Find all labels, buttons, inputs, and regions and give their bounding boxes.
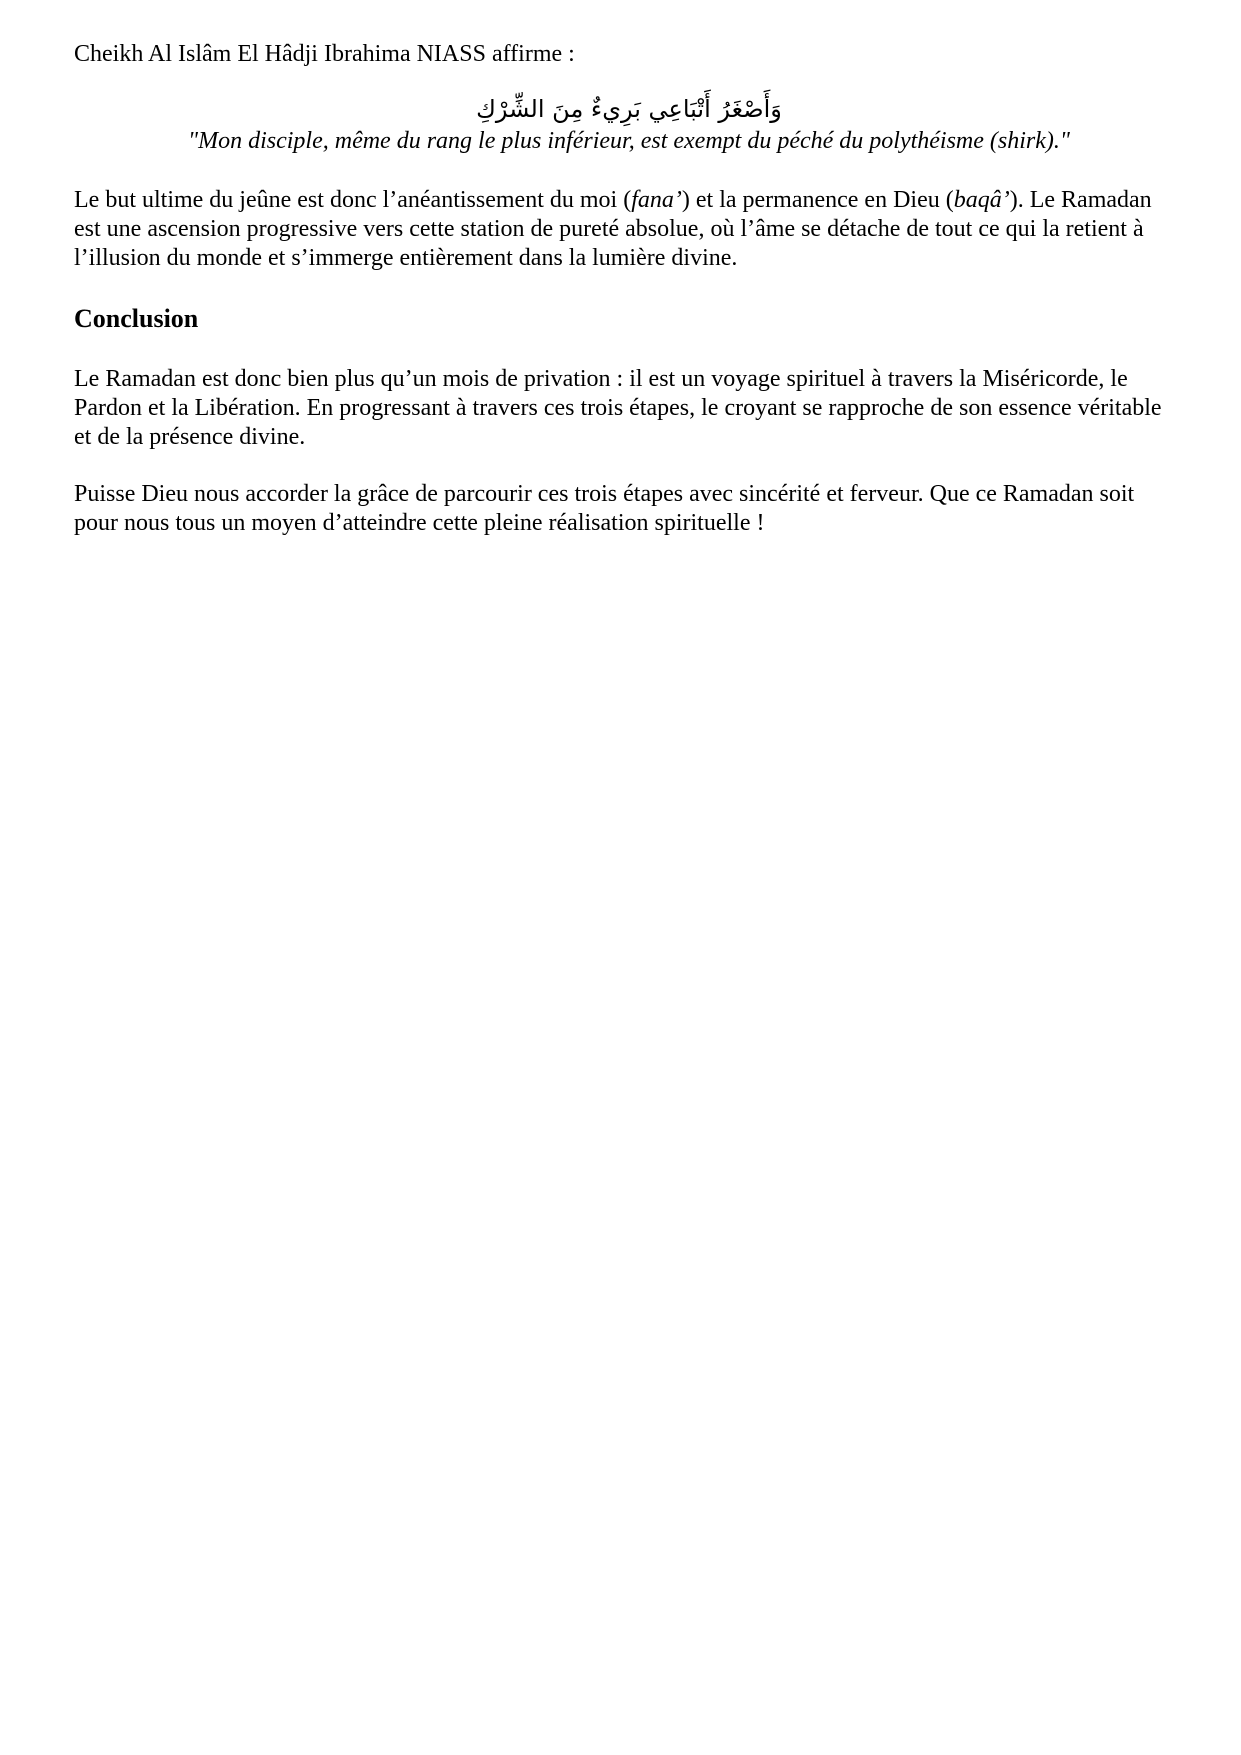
paragraph-text: ) et la permanence en Dieu ( (681, 187, 954, 213)
quote-translation: "Mon disciple, même du rang le plus inférieur, est exempt du péché du polythéisme (shirk)." (188, 128, 1070, 154)
intro-line: Cheikh Al Islâm El Hâdji Ibrahima NIASS affirme : (74, 41, 575, 67)
conclusion-heading: Conclusion (74, 304, 199, 333)
document-page (74, 40, 1184, 538)
term-baqa: baqâ’ (953, 187, 1010, 213)
paragraph-text: Le but ultime du jeûne est donc l’anéantissement du moi ( (74, 187, 632, 213)
conclusion-paragraph-2: Puisse Dieu nous accorder la grâce de parcourir ces trois étapes avec sincérité et ferveur. Que ce Ramadan soit pour nous tous un moyen d’atteindre cette pleine réalisation spirituelle ! (74, 481, 1135, 536)
paragraph-fana-baqa (74, 186, 1184, 273)
conclusion-paragraph-1: Le Ramadan est donc bien plus qu’un mois de privation : il est un voyage spirituel à travers la Miséricorde, le Pardon et la Libération. En progressant à travers ces trois étapes, le croyant se rapproche de son essence véritable et de la présence divine. (74, 366, 1162, 450)
paragraph-text: ). Le Ramadan est une ascension progressive vers cette station de pureté absolue, où l’âme se détache de tout ce qui la retient à l’illusion du monde et s’immerge entièrement dans la lumière divine. (74, 187, 1152, 271)
term-fana: fana’ (631, 187, 682, 213)
arabic-quote: وَأَصْغَرُ أَتْبَاعِي بَرِيءٌ مِنَ الشِّرْكِ (476, 95, 782, 123)
